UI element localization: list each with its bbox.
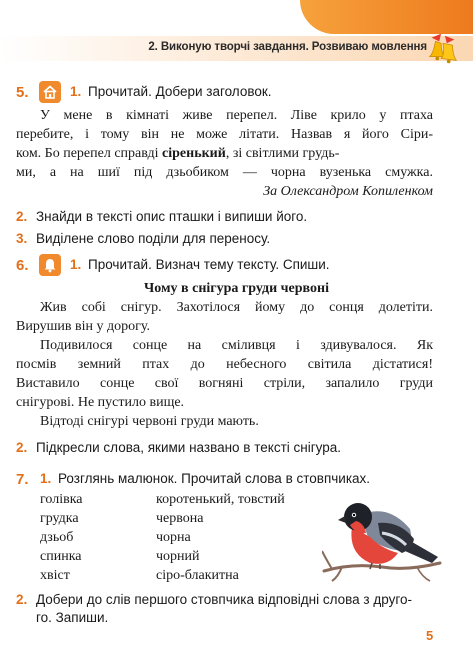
right-word: коротенький, товстий bbox=[156, 491, 285, 507]
highlighted-word: сіренький bbox=[162, 146, 226, 161]
task7-sub-number-1: 1. bbox=[40, 471, 52, 486]
bells-decoration bbox=[424, 30, 462, 68]
section-title: 2. Виконую творчі завдання. Розвиваю мовлення bbox=[148, 41, 427, 53]
task5-task2-text: Знайди в тексті опис пташки і випиши його. bbox=[36, 209, 308, 224]
task5-line3-end: , зі світлими грудь- bbox=[225, 146, 340, 161]
left-word: хвіст bbox=[40, 567, 70, 583]
left-word: голівка bbox=[40, 491, 83, 507]
page-number: 5 bbox=[426, 628, 434, 643]
story-line-3: Подивилося сонце на сміливця і здивувалося. Як bbox=[40, 338, 433, 353]
task5-author: За Олександром Копиленком bbox=[263, 184, 433, 199]
right-word: чорний bbox=[156, 548, 200, 564]
words-table bbox=[40, 490, 285, 585]
task5-instruction: Прочитай. Добери заголовок. bbox=[88, 84, 272, 99]
task7-instruction: Розглянь малюнок. Прочитай слова в стовпчиках. bbox=[58, 471, 371, 486]
task7-task2-line-1: Добери до слів першого стовпчика відповідні слова з друго- bbox=[36, 592, 412, 607]
table-row bbox=[40, 547, 285, 566]
bell-task-badge bbox=[39, 254, 61, 276]
task5-task3-text: Виділене слово поділи для переносу. bbox=[36, 231, 271, 246]
header-orange-tab bbox=[300, 0, 473, 34]
right-word: червона bbox=[156, 510, 204, 526]
task5-text-line-1: У мене в кімнаті живе перепел. Ліве крило у птаха bbox=[40, 108, 433, 123]
task5-text-line-2: перебите, і тому він не може літати. Назвав я його Сіри- bbox=[16, 127, 433, 142]
task5-text-line-3 bbox=[16, 146, 433, 162]
right-word: сіро-блакитна bbox=[156, 567, 239, 583]
home-task-badge bbox=[39, 81, 61, 103]
task5-sub-number-2: 2. bbox=[16, 209, 28, 224]
task6-sub-number-1: 1. bbox=[70, 257, 82, 272]
right-word: чорна bbox=[156, 529, 191, 545]
task5-sub-number-1: 1. bbox=[70, 84, 82, 99]
table-row bbox=[40, 490, 285, 509]
bell-icon bbox=[42, 257, 58, 273]
home-icon bbox=[42, 84, 58, 100]
task6-instruction: Прочитай. Визнач тему тексту. Спиши. bbox=[88, 257, 330, 272]
task5-text-line-4: ми, а на шиї під дзьобиком — чорна вузенька смужка. bbox=[16, 165, 433, 180]
table-row bbox=[40, 509, 285, 528]
story-line-5: Виставило сонце свої вогняні стріли, запалило груди bbox=[16, 376, 433, 391]
task5-line3-start: ком. Бо перепел справді bbox=[16, 146, 163, 161]
story-line-6: снігурові. Не пустило вище. bbox=[16, 395, 185, 410]
left-word: спинка bbox=[40, 548, 82, 564]
task6-task2-text: Підкресли слова, якими названо в тексті снігура. bbox=[36, 440, 342, 455]
left-word: грудка bbox=[40, 510, 79, 526]
task-number-5: 5. bbox=[16, 84, 29, 101]
story-line-7: Відтоді снігурі червоні груди мають. bbox=[40, 414, 259, 429]
task-number-6: 6. bbox=[16, 257, 29, 274]
table-row bbox=[40, 528, 285, 547]
story-line-4: посмів земний птах до небесного світила дістатися! bbox=[16, 357, 433, 372]
task7-task2-line-2: го. Запиши. bbox=[36, 610, 109, 625]
story-title: Чому в снігура груди червоні bbox=[144, 281, 329, 296]
task-number-7: 7. bbox=[16, 471, 29, 488]
task6-sub-number-2: 2. bbox=[16, 440, 28, 455]
bullfinch-illustration bbox=[322, 493, 442, 583]
task7-sub-number-2: 2. bbox=[16, 592, 28, 607]
table-row bbox=[40, 566, 285, 585]
left-word: дзьоб bbox=[40, 529, 74, 545]
story-line-1: Жив собі снігур. Захотілося йому до сонця долетіти. bbox=[40, 300, 433, 315]
task5-sub-number-3: 3. bbox=[16, 231, 28, 246]
story-line-2: Вирушив він у дорогу. bbox=[16, 319, 150, 334]
